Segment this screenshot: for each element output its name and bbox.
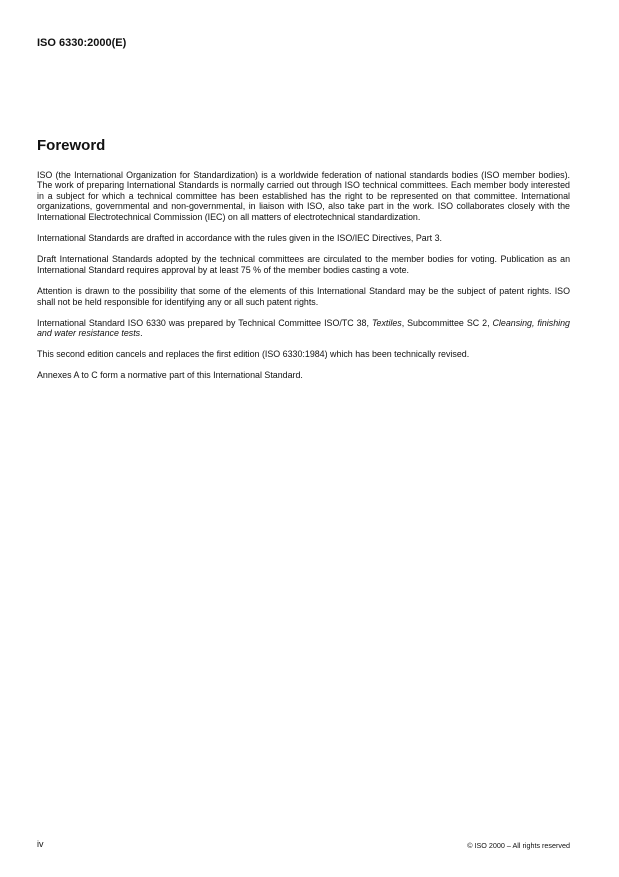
foreword-heading: Foreword: [37, 137, 106, 154]
paragraph-annexes: Annexes A to C form a normative part of this International Standard.: [37, 370, 303, 381]
committee-text-1: International Standard ISO 6330 was prepared by Technical Committee ISO/TC 38,: [37, 318, 372, 329]
paragraph-patent-rights: Attention is drawn to the possibility that some of the elements of this International Standard may be the subject of patent rights. ISO shall not be held responsible for identifying any or all such patent rights.: [37, 286, 570, 307]
document-id: ISO 6330:2000(E): [37, 37, 127, 49]
paragraph-edition: This second edition cancels and replaces the first edition (ISO 6330:1984) which has been technically revised.: [37, 348, 470, 359]
committee-textiles: Textiles: [371, 318, 402, 329]
subcommittee-title: Cleansing, finishing and water resistance tests: [37, 318, 570, 339]
foreword-body: [37, 170, 570, 392]
page-number: iv: [37, 839, 44, 849]
paragraph-committee: [37, 318, 570, 339]
copyright-notice: © ISO 2000 – All rights reserved: [467, 841, 570, 850]
paragraph-directives: International Standards are drafted in accordance with the rules given in the ISO/IEC Directives, Part 3.: [37, 233, 443, 244]
committee-text-2: , Subcommittee SC 2,: [401, 318, 493, 329]
paragraph-iso-overview: ISO (the International Organization for Standardization) is a worldwide federation of national standards bodies (ISO member bodies). The work of preparing International Standards is normally carried out through ISO technical committees. Each member body interested in a subject for which a technical committee has been established has the right to be represented on that committee. International organizations, governmental and non-governmental, in liaison with ISO, also take part in the work. ISO collaborates closely with the International Electrotechnical Commission (IEC) on all matters of electrotechnical standardization.: [37, 170, 570, 222]
committee-text-3: .: [140, 328, 143, 339]
paragraph-voting: Draft International Standards adopted by the technical committees are circulated to the member bodies for voting. Publication as an International Standard requires approval by at least 75 % of the member bodies casting a vote.: [37, 254, 570, 275]
